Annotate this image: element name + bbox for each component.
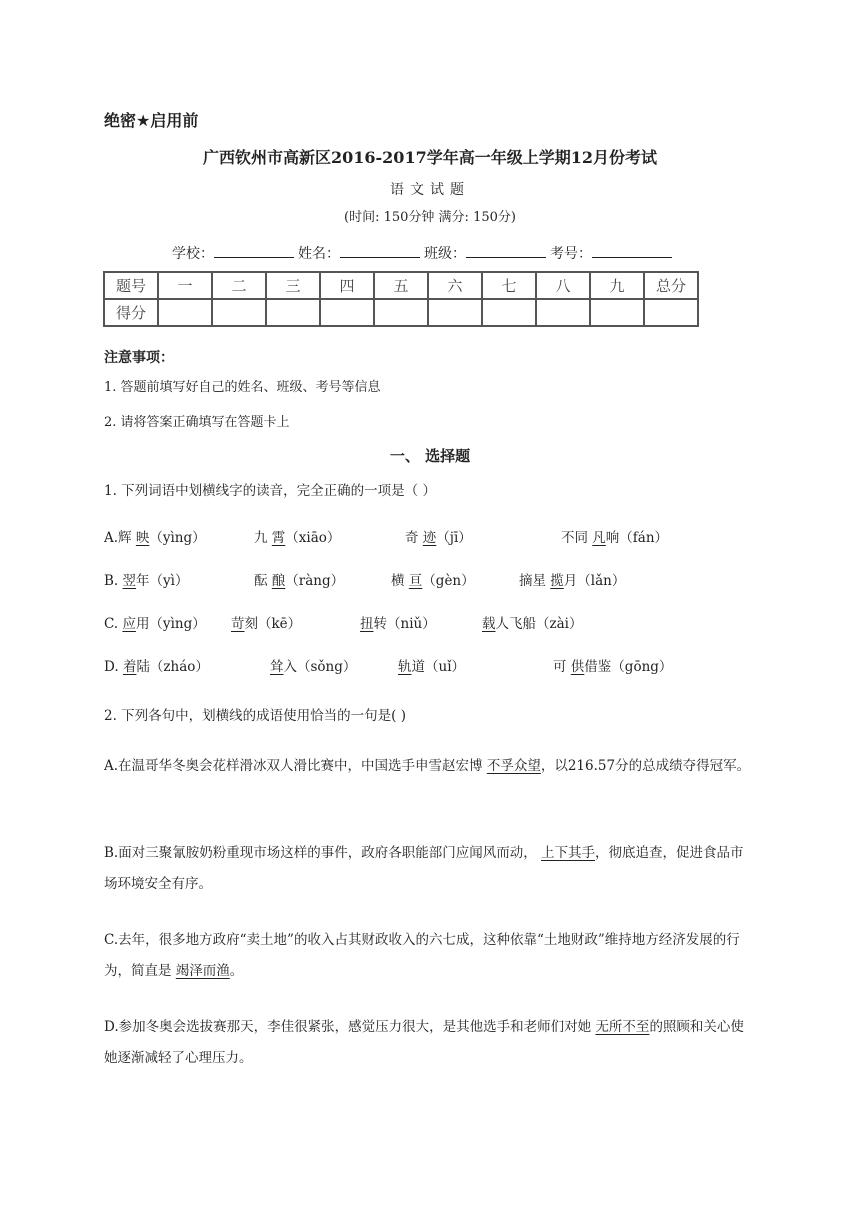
- q2-option-d: D.参加冬奥会选拔赛那天，李佳很紧张，感觉压力很大，是其他选手和老师们对她 无所不至的照顾和关心使她逐渐减轻了心理压力。: [104, 1019, 744, 1066]
- school-label: 学校：: [172, 246, 214, 262]
- q2-option-b: B.面对三聚氰胺奶粉重现市场这样的事件，政府各职能部门应闻风而动， 上下其手，彻底追查，促进食品市场环境安全有序。: [104, 845, 744, 892]
- notes-heading: 注意事项：: [104, 350, 174, 366]
- table-cell: 三: [266, 272, 320, 299]
- score-table-score-row: [104, 299, 698, 326]
- name-label: 姓名：: [298, 246, 340, 262]
- q1-option-a-item: 奇 迹（jī）: [405, 530, 472, 546]
- exam-subtitle: 语文试题: [390, 182, 470, 198]
- q2-option-c: C.去年，很多地方政府“卖土地”的收入占其财政收入的六七成，这种依靠“土地财政”维持地方经济发展的行为，简直是 竭泽而渔。: [104, 932, 740, 979]
- q1-option-a-item: A.辉 映（yìng）: [104, 530, 206, 546]
- score-cell[interactable]: [374, 299, 428, 326]
- q1-option-c-item: 载人飞船（zài）: [482, 616, 583, 632]
- table-cell: 总分: [644, 272, 698, 299]
- q1-option-a-item: 不同 凡响（fán）: [561, 530, 669, 546]
- exam-title: 广西钦州市高新区2016-2017学年高一年级上学期12月份考试: [203, 148, 657, 167]
- q1-option-b-item: 横 亘（gèn）: [391, 573, 475, 589]
- score-cell[interactable]: [536, 299, 590, 326]
- table-cell: 一: [158, 272, 212, 299]
- table-cell: 二: [212, 272, 266, 299]
- table-cell: 五: [374, 272, 428, 299]
- question-2-stem: 2. 下列各句中，划横线的成语使用恰当的一句是( ): [104, 708, 406, 724]
- student-info-line: [172, 243, 676, 263]
- school-blank[interactable]: [214, 243, 294, 258]
- number-label: 考号：: [550, 246, 592, 262]
- score-cell[interactable]: [212, 299, 266, 326]
- q1-option-c-item: C. 应用（yìng）: [104, 616, 206, 632]
- score-table: [103, 271, 699, 327]
- score-cell[interactable]: [158, 299, 212, 326]
- q1-option-d-item: 可 供借鉴（gōng）: [553, 659, 673, 675]
- score-cell[interactable]: [266, 299, 320, 326]
- confidential-mark: 绝密★启用前: [104, 111, 199, 130]
- score-table-header-row: [104, 272, 698, 299]
- q1-option-c-item: 扭转（niǔ）: [360, 616, 436, 632]
- note-item: 2. 请将答案正确填写在答题卡上: [104, 415, 290, 430]
- table-cell: 四: [320, 272, 374, 299]
- time-info: (时间: 150分钟 满分: 150分): [344, 210, 516, 225]
- class-blank[interactable]: [466, 243, 546, 258]
- table-cell: 九: [590, 272, 644, 299]
- q1-option-b-item: 摘星 揽月（lǎn）: [519, 573, 626, 589]
- score-cell[interactable]: [644, 299, 698, 326]
- q1-option-b-item: B. 翌年（yì）: [104, 573, 189, 589]
- table-cell: 八: [536, 272, 590, 299]
- q1-option-b-item: 酝 酿（ràng）: [254, 573, 345, 589]
- name-blank[interactable]: [340, 243, 420, 258]
- q2-option-a: A.在温哥华冬奥会花样滑冰双人滑比赛中，中国选手申雪赵宏博 不孚众望，以216.57分的总成绩夺得冠军。: [104, 758, 751, 774]
- class-label: 班级：: [424, 246, 466, 262]
- number-blank[interactable]: [592, 243, 672, 258]
- score-cell[interactable]: [482, 299, 536, 326]
- table-cell: 七: [482, 272, 536, 299]
- q1-option-c-item: 苛刻（kē）: [231, 616, 302, 632]
- q1-option-d-item: 耸入（sǒng）: [270, 659, 357, 675]
- note-item: 1. 答题前填写好自己的姓名、班级、考号等信息: [104, 380, 381, 395]
- score-cell[interactable]: [428, 299, 482, 326]
- q1-option-a-item: 九 霄（xiāo）: [254, 530, 341, 546]
- question-1-stem: 1. 下列词语中划横线字的读音，完全正确的一项是（ ）: [104, 483, 436, 499]
- score-cell[interactable]: [320, 299, 374, 326]
- table-cell: 得分: [104, 299, 158, 326]
- table-cell: 六: [428, 272, 482, 299]
- q1-option-d-item: 轨道（uǐ）: [398, 659, 466, 675]
- section-title: 一、 选择题: [389, 447, 471, 465]
- score-cell[interactable]: [590, 299, 644, 326]
- table-cell: 题号: [104, 272, 158, 299]
- q1-option-d-item: D. 着陆（zháo）: [104, 659, 209, 675]
